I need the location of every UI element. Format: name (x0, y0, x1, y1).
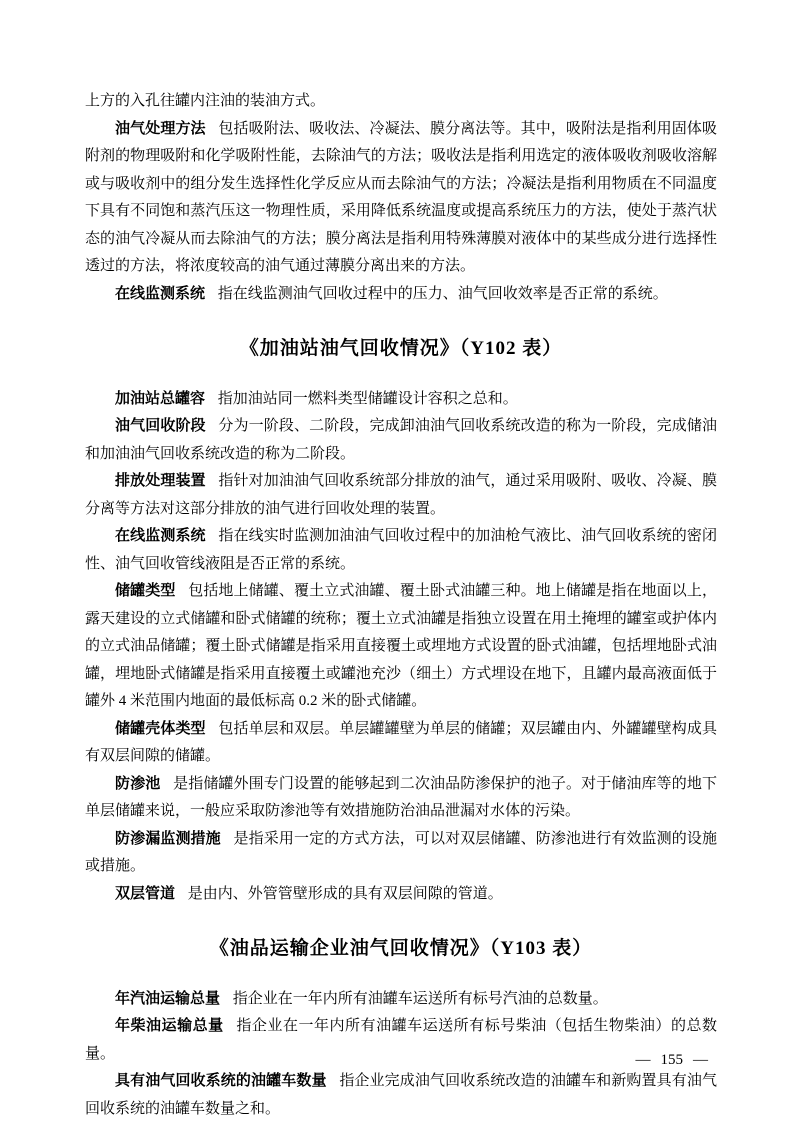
term-label: 具有油气回收系统的油罐车数量 (115, 1073, 327, 1089)
paragraph (85, 281, 717, 309)
paragraph (85, 716, 717, 771)
term-definition: 指在线实时监测加油油气回收过程中的加油枪气液比、油气回收系统的密闭性、油气回收管线液阻是否正常的系统。 (85, 528, 717, 572)
term-label: 防渗池 (115, 775, 161, 792)
paragraph (85, 386, 717, 414)
term-definition: 分为一阶段、二阶段，完成卸油油气回收系统改造的称为一阶段，完成储油和加油油气回收系统改造的称为二阶段。 (85, 418, 717, 462)
term-label: 防渗漏监测措施 (115, 830, 221, 847)
term-definition: 指针对加油油气回收系统部分排放的油气，通过采用吸附、吸收、冷凝、膜分离等方法对这部分排放的油气进行回收处理的装置。 (85, 473, 717, 517)
section-heading: 《油品运输企业油气回收情况》（Y103 表） (209, 938, 593, 959)
document-content (85, 88, 717, 1123)
term-label: 加油站总罐容 (115, 390, 206, 407)
paragraph (85, 1068, 717, 1123)
term-label: 储罐类型 (115, 583, 176, 599)
term-label: 双层管道 (115, 885, 176, 902)
paragraph (85, 578, 717, 716)
term-definition: 指企业在一年内所有油罐车运送所有标号柴油（包括生物柴油）的总数量。 (85, 1018, 717, 1062)
paragraph (85, 771, 717, 826)
footer-dash-right: — (693, 1052, 708, 1068)
footer-dash-left: — (635, 1052, 651, 1068)
term-label: 储罐壳体类型 (115, 720, 206, 737)
term-label: 年汽油运输总量 (115, 990, 221, 1007)
paragraph (85, 826, 717, 881)
term-label: 在线监测系统 (115, 528, 206, 544)
section-heading: 《加油站油气回收情况》（Y102 表） (239, 338, 563, 359)
page-number: 155 (660, 1052, 683, 1068)
term-definition: 是指储罐外围专门设置的能够起到二次油品防渗保护的池子。对于储油库等的地下单层储罐来说，一般应采取防渗池等有效措施防治油品泄漏对水体的污染。 (85, 775, 717, 819)
term-definition: 指企业在一年内所有油罐车运送所有标号汽油的总数量。 (232, 990, 608, 1007)
paragraph (85, 1013, 717, 1068)
page-footer (626, 1051, 719, 1069)
term-label: 年柴油运输总量 (115, 1018, 224, 1034)
paragraph (85, 116, 717, 281)
paragraph (85, 468, 717, 523)
term-definition: 包括吸附法、吸收法、冷凝法、膜分离法等。其中，吸附法是指利用固体吸附剂的物理吸附和化学吸附性能，去除油气的方法；吸收法是指利用选定的液体吸收剂吸收溶解或与吸收剂中的组分发生选择性化学反应从而去除油气的方法；冷凝法是指利用物质在不同温度下具有不同饱和蒸汽压这一物理性质，采用降低系统温度或提高系统压力的方法，使处于蒸汽状态的油气冷凝从而去除油气的方法；膜分离法是指利用特殊薄膜对液体中的某些成分进行选择性透过的方法，将浓度较高的油气通过薄膜分离出来的方法。 (85, 120, 717, 274)
term-definition: 指加油站同一燃料类型储罐设计容积之总和。 (217, 390, 518, 407)
term-definition: 包括地上储罐、覆土立式油罐、覆土卧式油罐三种。地上储罐是指在地面以上，露天建设的立式储罐和卧式储罐的统称；覆土立式油罐是指独立设置在用土掩埋的罐室或护体内的立式油品储罐；覆土卧式储罐是指采用直接覆土或埋地方式设置的卧式油罐，包括埋地卧式油罐，埋地卧式储罐是指采用直接覆土或罐池充沙（细土）方式埋设在地下，且罐内最高液面低于罐外 4 米范围内地面的最低标高 0.2 米的卧式储罐。 (85, 583, 717, 709)
paragraph (85, 523, 717, 578)
term-label: 排放处理装置 (115, 473, 206, 489)
term-label: 油气回收阶段 (115, 418, 206, 434)
term-definition: 上方的入孔往罐内注油的装油方式。 (85, 93, 326, 109)
term-definition: 是由内、外管管壁形成的具有双层间隙的管道。 (187, 885, 503, 902)
term-label: 油气处理方法 (115, 120, 206, 137)
term-definition: 指企业完成油气回收系统改造的油罐车和新购置具有油气回收系统的油罐车数量之和。 (85, 1073, 717, 1117)
paragraph (85, 986, 717, 1014)
term-definition: 指在线监测油气回收过程中的压力、油气回收效率是否正常的系统。 (217, 285, 668, 302)
paragraph (85, 88, 717, 116)
term-definition: 是指采用一定的方式方法，可以对双层储罐、防渗池进行有效监测的设施或措施。 (85, 830, 717, 874)
term-definition: 包括单层和双层。单层罐罐壁为单层的储罐；双层罐由内、外罐罐壁构成具有双层间隙的储罐。 (85, 720, 717, 764)
term-label: 在线监测系统 (115, 285, 206, 302)
paragraph (85, 413, 717, 468)
paragraph (85, 881, 717, 909)
